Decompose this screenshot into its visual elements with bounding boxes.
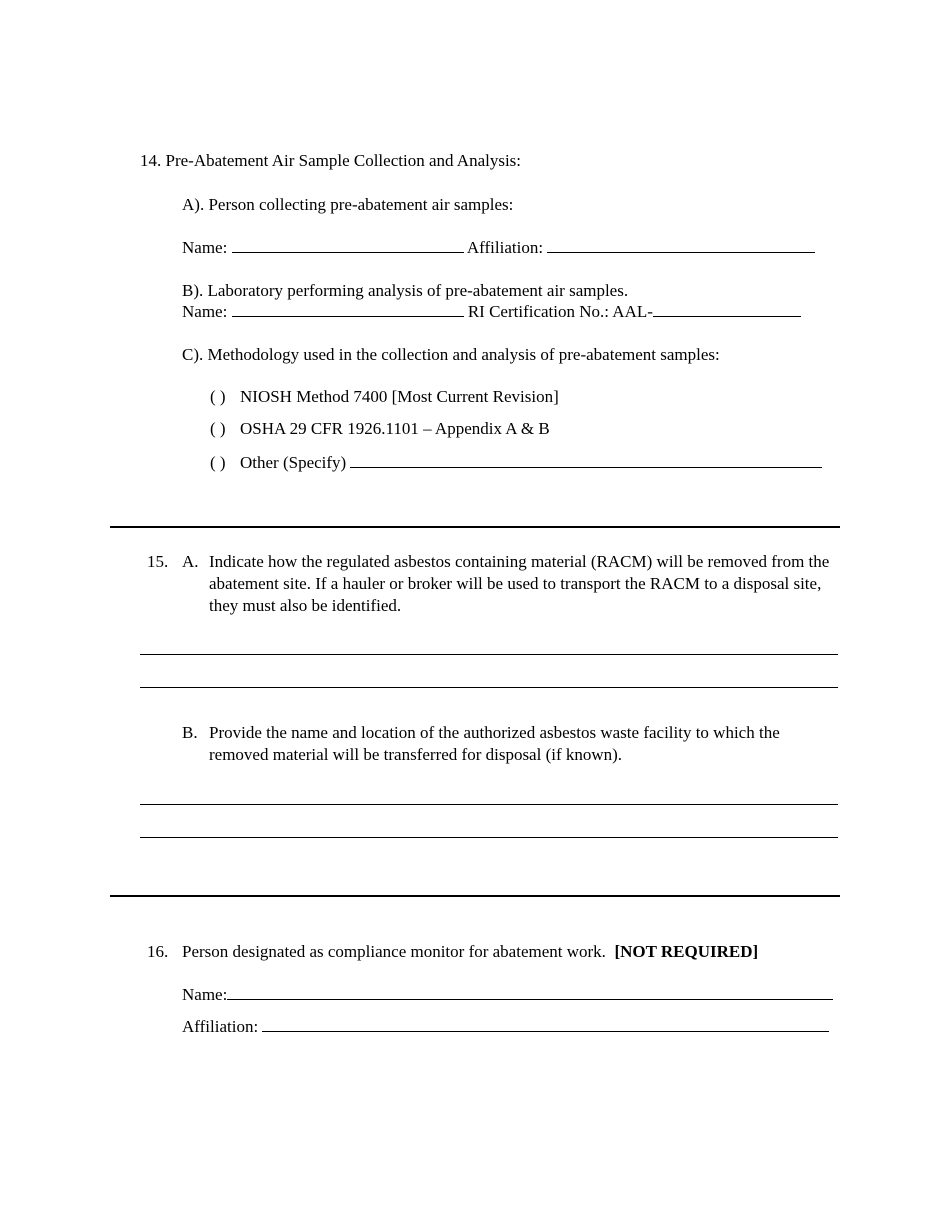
other-specify-field[interactable] (350, 451, 822, 468)
option-niosh[interactable] (210, 386, 559, 408)
section-16-number: 16. (147, 942, 169, 961)
section-divider (110, 526, 840, 528)
monitor-affiliation-label: Affiliation: (182, 1017, 259, 1036)
section-14-title: 14. Pre-Abatement Air Sample Collection and Analysis: (140, 151, 522, 170)
section-divider (110, 895, 840, 897)
option-other[interactable] (210, 451, 822, 474)
section-14b-label: B). Laboratory performing analysis of pre-abatement air samples. (182, 281, 629, 300)
section-15a-text: Indicate how the regulated asbestos containing material (RACM) will be removed from the abatement site. If a hauler or broker will be used to transport the RACM to a disposal site, they must also be identified. (209, 552, 830, 615)
section-14a-label: A). Person collecting pre-abatement air samples: (182, 195, 514, 214)
affiliation-label: Affiliation: (466, 238, 544, 257)
monitor-affiliation-field[interactable] (262, 1015, 829, 1032)
option-label: NIOSH Method 7400 [Most Current Revision] (240, 387, 559, 406)
section-15b-letter: B. (182, 723, 198, 742)
affiliation-field[interactable] (547, 236, 815, 253)
monitor-name-field[interactable] (227, 983, 833, 1000)
answer-line[interactable] (140, 654, 838, 655)
monitor-name-row (182, 983, 833, 1006)
not-required-flag: [NOT REQUIRED] (614, 942, 759, 961)
answer-line[interactable] (140, 804, 838, 805)
monitor-name-label: Name: (182, 985, 228, 1004)
section-15b-text: Provide the name and location of the authorized asbestos waste facility to which the removed material will be transferred for disposal (if known). (209, 723, 780, 764)
ri-certification-label: RI Certification No.: AAL- (467, 302, 653, 321)
answer-line[interactable] (140, 837, 838, 838)
option-checkbox[interactable]: ( ) (210, 387, 226, 406)
section-16-text: Person designated as compliance monitor for abatement work. (182, 942, 606, 961)
option-osha[interactable] (210, 418, 550, 440)
option-checkbox[interactable]: ( ) (210, 419, 226, 438)
section-15a-letter: A. (182, 552, 199, 571)
section-15-number: 15. (147, 552, 169, 571)
monitor-affiliation-row (182, 1015, 829, 1038)
section-14c-label: C). Methodology used in the collection and analysis of pre-abatement samples: (182, 345, 720, 364)
answer-line[interactable] (140, 687, 838, 688)
ri-certification-field[interactable] (653, 300, 801, 317)
lab-name-label: Name: (182, 302, 228, 321)
section-14b-fields (182, 300, 801, 323)
name-field[interactable] (232, 236, 464, 253)
section-14a-fields (182, 236, 815, 259)
section-16-text-line (182, 941, 758, 963)
option-label: Other (Specify) (240, 453, 347, 472)
lab-name-field[interactable] (232, 300, 464, 317)
name-label: Name: (182, 238, 228, 257)
option-label: OSHA 29 CFR 1926.1101 – Appendix A & B (240, 419, 550, 438)
option-checkbox[interactable]: ( ) (210, 453, 226, 472)
